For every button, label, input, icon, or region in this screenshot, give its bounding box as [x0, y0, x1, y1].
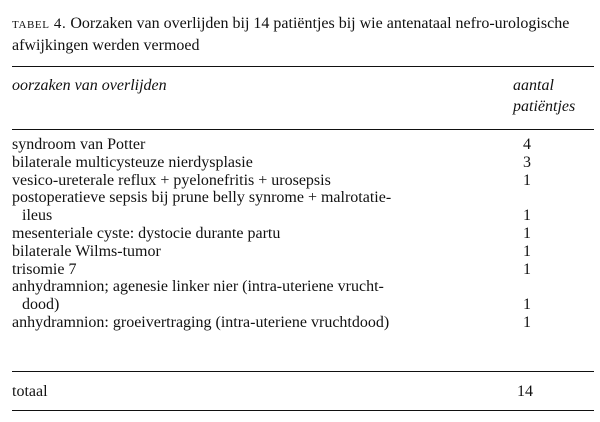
row-cause — [12, 154, 507, 172]
row-cause — [12, 314, 507, 332]
table-caption-label: tabel 4. — [12, 16, 67, 32]
row-cause — [12, 225, 507, 243]
row-cause — [12, 243, 507, 261]
row-cause-line1: vesico-ureterale reflux + pyelonefritis + urosepsis — [12, 171, 331, 189]
row-count: 1 — [523, 171, 531, 189]
row-cause-line2: dood) — [22, 296, 60, 314]
row-count: 4 — [523, 136, 531, 153]
table-row — [12, 154, 594, 172]
row-cause — [12, 189, 507, 225]
total-row — [12, 382, 594, 402]
row-cause — [12, 136, 507, 154]
row-count: 1 — [523, 313, 531, 331]
total-count: 14 — [517, 383, 533, 400]
table-row — [12, 225, 594, 243]
column-header-count-line2: patiëntjes — [513, 98, 576, 115]
row-cause-line1: bilaterale Wilms-tumor — [12, 242, 161, 260]
row-cause-line1: anhydramnion: groeivertraging (intra-uteriene vruchtdood) — [12, 313, 390, 331]
table-row — [12, 136, 594, 154]
row-count: 1 — [523, 296, 531, 314]
table-caption-text: Oorzaken van overlijden bij 14 patiëntjes bij wie antenataal nefro-urologische afwijkingen werden vermoed — [12, 15, 570, 54]
row-cause — [12, 172, 507, 190]
row-count: 1 — [523, 242, 531, 260]
column-header-count — [513, 75, 591, 117]
table-row — [12, 278, 594, 314]
row-cause-line1: postoperatieve sepsis bij prune belly synrome + malrotatie- — [12, 189, 392, 207]
table-row — [12, 243, 594, 261]
column-header-count-line1: aantal — [513, 77, 554, 94]
row-cause-line1: syndroom van Potter — [12, 136, 146, 153]
row-cause-line1: trisomie 7 — [12, 260, 77, 278]
row-count: 1 — [523, 260, 531, 278]
top-rule — [12, 66, 594, 67]
row-count: 1 — [523, 207, 531, 225]
table-row — [12, 189, 594, 225]
end-rule — [12, 410, 594, 411]
row-cause-line1: mesenteriale cyste: dystocie durante partu — [12, 224, 281, 242]
row-cause — [12, 261, 507, 279]
table-row — [12, 261, 594, 279]
total-label: totaal — [12, 383, 48, 400]
row-count: 3 — [523, 153, 531, 171]
row-count: 1 — [523, 224, 531, 242]
table-body — [12, 136, 594, 332]
header-rule — [12, 129, 594, 130]
table-row — [12, 314, 594, 332]
column-header-cause: oorzaken van overlijden — [12, 77, 167, 94]
table-row — [12, 172, 594, 190]
row-cause-line1: anhydramnion; agenesie linker nier (intra-uteriene vrucht- — [12, 278, 384, 296]
row-cause — [12, 278, 507, 314]
row-cause-line2: ileus — [22, 207, 53, 225]
table-caption — [12, 13, 594, 56]
row-cause-line1: bilaterale multicysteuze nierdysplasie — [12, 153, 253, 171]
bottom-rule — [12, 371, 594, 372]
